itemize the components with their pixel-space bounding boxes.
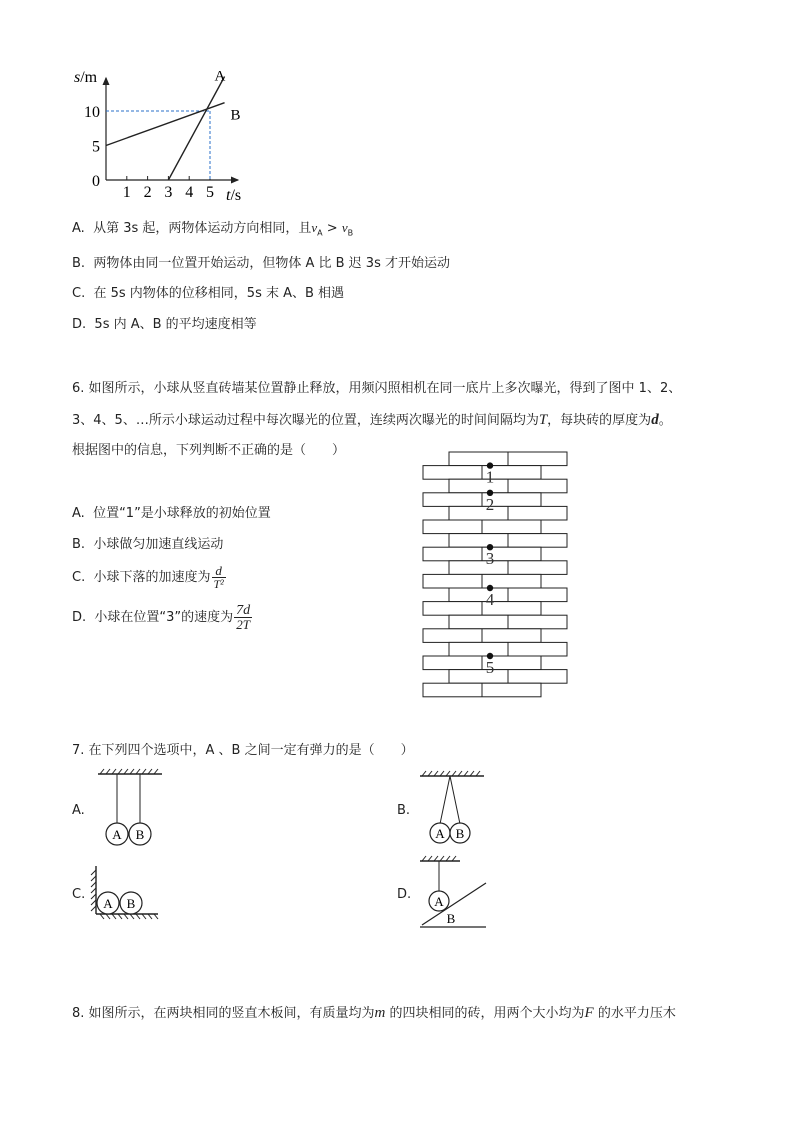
svg-text:A: A [112,827,122,842]
ball-label-4: 4 [485,590,495,609]
x-tick-label: 1 [122,184,131,201]
series-label-a: A [214,68,226,85]
svg-text:A: A [435,826,445,841]
tick-labels [84,104,214,201]
q6-option-a: A. 位置“1”是小球释放的初始位置 [72,506,271,521]
svg-text:B: B [455,826,465,841]
q7-option-d-letter: D. [397,887,412,902]
x-axis-label: t/s [226,187,242,204]
y-tick-label: 0 [92,173,100,190]
y-tick-label: 5 [92,138,100,156]
fraction-7d-over-2t: $\frac{7d}{2T}$ [236,603,251,632]
q7-option-a-letter: A. [72,803,85,818]
fraction-d-over-t2: $\frac{d}{\text{T²}}$ [213,563,224,591]
svg-text:B: B [446,911,456,926]
q6-option-c: C. 小球下落的加速度为 $\frac{d}{\text{T²}}$ [72,563,224,591]
svg-text:A: A [434,894,444,909]
q7-stem: 7. 在下列四个选项中，A 、B 之间一定有弹力的是（ ） [72,743,414,758]
x-tick-label: 4 [185,184,194,201]
q7-figure-a [90,768,170,850]
guide-lines [106,111,210,180]
x-tick-label: 2 [143,184,152,201]
series-lines [106,69,241,181]
q5-option-a: A. 从第 3s 起，两物体运动方向相同，且$v_A > v_B$ [72,220,354,238]
y-tick-label: 10 [84,104,100,121]
st-graph [70,60,260,210]
svg-text:B: B [126,896,136,911]
q5-option-c: C. 在 5s 内物体的位移相同，5s 末 A、B 相遇 [72,286,345,301]
q6-option-b: B. 小球做匀加速直线运动 [72,537,224,552]
q7-option-b-letter: B. [397,803,411,818]
x-tick-label: 3 [164,184,173,201]
y-axis-label: s/m [74,69,98,86]
q6-stem-line3: 根据图中的信息，下列判断不正确的是（ ） [72,443,346,458]
q5-option-b: B. 两物体由同一位置开始运动，但物体 A 比 B 迟 3s 才开始运动 [72,256,450,271]
q7-figure-c [88,862,164,924]
q6-stem-line2: 3、4、5、…所示小球运动过程中每次曝光的位置，连续两次曝光的时间间隔均为T，每块砖的厚度为d。 [72,412,672,428]
ball-label-3: 3 [485,549,495,569]
brick-wall-figure [418,448,578,703]
ball-label-1: 1 [485,467,495,487]
svg-text:A: A [103,896,113,911]
q5-option-d: D. 5s 内 A、B 的平均速度相等 [72,317,257,332]
svg-text:B: B [135,827,145,842]
q7-option-c-letter: C. [72,887,86,902]
q7-figure-d [414,855,494,933]
ball-label-5: 5 [485,658,495,677]
q8-stem: 8. 如图所示，在两块相同的竖直木板间，有质量均为m 的四块相同的砖，用两个大小均为F 的水平力压木 [72,1005,676,1021]
q6-stem-line1: 6. 如图所示，小球从竖直砖墙某位置静止释放，用频闪照相机在同一底片上多次曝光，得到了图中 1、2、 [72,381,682,396]
q6-option-d: D. 小球在位置“3”的速度为 $\frac{7d}{2T}$ [72,603,251,632]
q7-figure-b [414,770,490,848]
x-tick-label: 5 [206,184,214,201]
series-line-b [106,103,225,146]
ball-label-2: 2 [485,494,495,514]
series-label-b: B [230,107,241,124]
series-line-a [168,77,224,181]
